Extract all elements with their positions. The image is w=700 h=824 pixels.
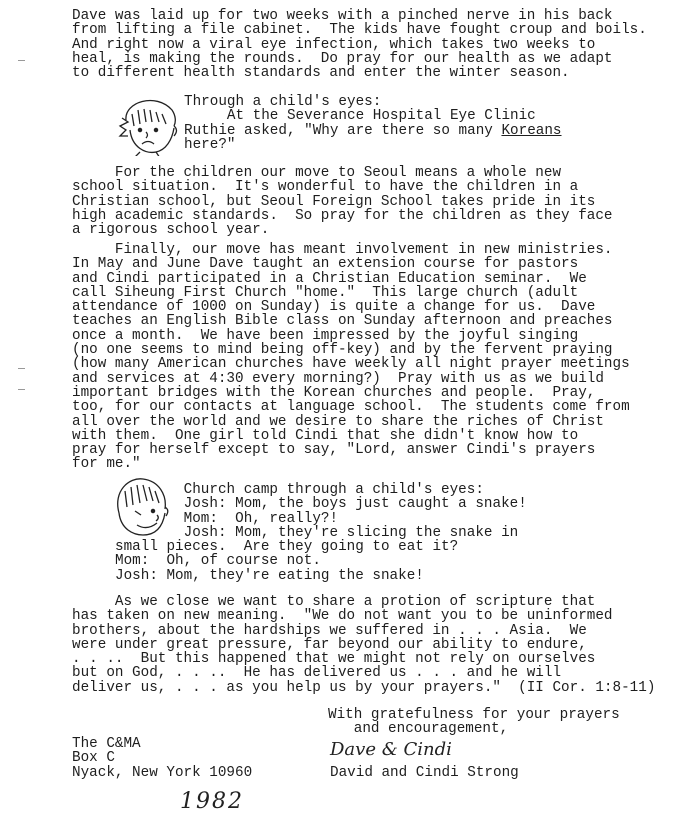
text-line: but on God, . . .. He has delivered us . . . and he will — [72, 665, 562, 682]
text-line: and Cindi participated in a Christian Education seminar. We — [72, 270, 587, 287]
dialogue-line: small pieces. Are they going to eat it? — [115, 539, 459, 556]
margin-mark — [18, 368, 25, 369]
sad-child-face-drawing — [116, 94, 182, 156]
handwritten-signature: Dave & Cindi — [330, 739, 452, 760]
text-line: For the children our move to Seoul means a whole new — [72, 165, 562, 181]
anecdote-heading: Through a child's eyes: — [184, 94, 382, 110]
text-line: from lifting a file cabinet. The kids have fought croup and boils. — [72, 22, 647, 39]
text-line: school situation. It's wonderful to have the children in a — [72, 179, 579, 196]
text-line: At the Severance Hospital Eye Clinic — [184, 108, 536, 125]
text-line: to different health standards and enter the winter season. — [72, 65, 570, 82]
text-line: pray for herself except to say, "Lord, answer Cindi's prayers — [72, 442, 596, 459]
underlined-word: Koreans — [501, 122, 562, 139]
text-line: As we close we want to share a protion of scripture that — [72, 594, 596, 610]
text-line: . . .. But this happened that we might not rely on ourselves — [72, 651, 596, 668]
text-line: (no one seems to mind being off-key) and by the fervent praying — [72, 342, 613, 359]
dialogue-line: Josh: Mom, the boys just caught a snake! — [115, 496, 527, 513]
text-line: brothers, about the hardships we suffered in . . . Asia. We — [72, 622, 587, 639]
text-line: were under great pressure, far beyond our ability to endure, — [72, 636, 587, 653]
text-line: In May and June Dave taught an extension course for pastors — [72, 256, 579, 273]
closing-line: With gratefulness for your prayers — [328, 707, 620, 723]
text-line: important bridges with the Korean churches and people. Pray, — [72, 384, 596, 401]
text-line: heal, is making the rounds. Do pray for our health as we adapt — [72, 50, 613, 67]
dialogue-line: Mom: Oh, really?! — [115, 510, 339, 527]
text-line: Christian school, but Seoul Foreign School takes pride in its — [72, 193, 596, 210]
text-line: (how many American churches have weekly all night prayer meetings — [72, 356, 630, 373]
dialogue-line: Josh: Mom, they're slicing the snake in — [115, 524, 519, 541]
text-line: with them. One girl told Cindi that she didn't know how to — [72, 427, 579, 444]
text-line: high academic standards. So pray for the children as they face — [72, 207, 613, 224]
text-line: teaches an English Bible class on Sunday afternoon and preaches — [72, 313, 613, 330]
text-line: all over the world and we desire to share the riches of Christ — [72, 413, 604, 430]
margin-mark — [18, 389, 25, 390]
signer-name — [330, 766, 519, 780]
text-line — [184, 124, 562, 138]
closing — [328, 708, 620, 737]
address-line: Box C — [72, 750, 115, 767]
dialogue-heading: Church camp through a child's eyes: — [115, 482, 484, 498]
handwritten-year: 1982 — [180, 789, 244, 814]
text-line: Dave was laid up for two weeks with a pinched nerve in his back — [72, 8, 613, 24]
child-anecdote-1 — [184, 95, 562, 152]
signer-line: David and Cindi Strong — [330, 765, 519, 781]
text-line: And right now a viral eye infection, which takes two weeks to — [72, 36, 596, 53]
text-line: deliver us, . . . as you help us by your prayers." (II Cor. 1:8-11) — [72, 679, 656, 696]
text-line: for me." — [72, 456, 141, 473]
text-line: a rigorous school year. — [72, 222, 270, 239]
text-span: Ruthie asked, "Why are there so many — [184, 122, 502, 139]
paragraph-scripture — [72, 595, 655, 695]
text-line: and services at 4:30 every morning?) Pray with us as we build — [72, 370, 604, 387]
text-line: once a month. We have been impressed by the joyful singing — [72, 327, 579, 344]
text-line: here?" — [184, 136, 236, 153]
dialogue-line: Mom: Oh, of course not. — [115, 553, 321, 570]
address-line: The C&MA — [72, 736, 141, 752]
paragraph-ministries — [72, 243, 630, 472]
text-line: too, for our contacts at language school. The students come from — [72, 399, 630, 416]
dialogue-line: Josh: Mom, they're eating the snake! — [115, 567, 424, 584]
margin-mark — [18, 60, 25, 61]
child-anecdote-2 — [115, 483, 527, 583]
text-line: has taken on new meaning. "We do not want you to be uninformed — [72, 608, 613, 625]
paragraph-health — [72, 9, 647, 80]
text-line: Finally, our move has meant involvement in new ministries. — [72, 242, 613, 258]
paragraph-school — [72, 166, 613, 237]
text-line: attendance of 1000 on Sunday) is quite a change for us. Dave — [72, 299, 596, 316]
closing-line: and encouragement, — [328, 721, 509, 738]
address-line: Nyack, New York 10960 — [72, 764, 253, 781]
text-line: call Siheung First Church "home." This large church (adult — [72, 284, 579, 301]
return-address — [72, 737, 252, 780]
